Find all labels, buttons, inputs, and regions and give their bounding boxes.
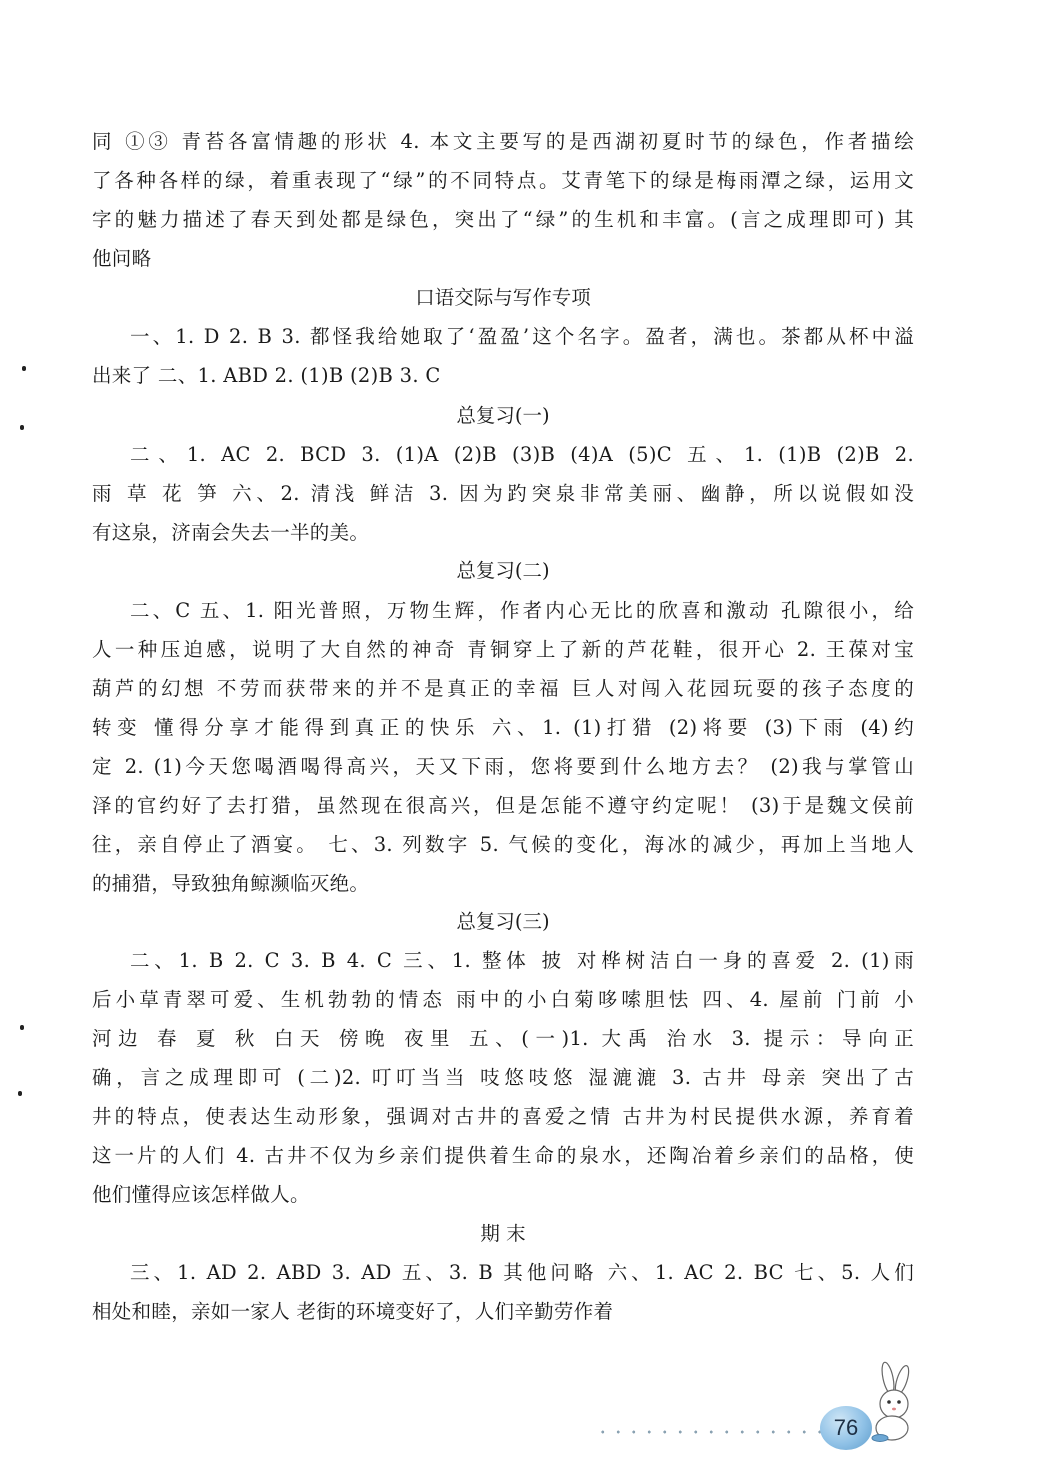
section-heading: 口语交际与写作专项 bbox=[415, 286, 591, 309]
text-line: 雨 草 花 笋 六、2. 清浅 鲜洁 3. 因为趵突泉非常美丽、幽静，所以说假如没 bbox=[92, 482, 914, 505]
scan-mark bbox=[22, 366, 26, 371]
text-line: 确，言之成理即可 (二)2. 叮叮当当 吱悠吱悠 湿漉漉 3. 古井 母亲 突出了古 bbox=[92, 1066, 914, 1089]
text-line: 二、1. B 2. C 3. B 4. C 三、1. 整体 披 对桦树洁白一身的喜爱 2. (1)雨 bbox=[130, 949, 914, 972]
text-line: 井的特点，使表达生动形象，强调对古井的喜爱之情 古井为村民提供水源，养育着 bbox=[92, 1105, 914, 1128]
scan-mark bbox=[20, 1025, 24, 1030]
text-line: 往，亲自停止了酒宴。 七、3. 列数字 5. 气候的变化，海冰的减少，再加上当地人 bbox=[92, 833, 914, 856]
text-line: 后小草青翠可爱、生机勃勃的情态 雨中的小白菊哆嗦胆怯 四、4. 屋前 门前 小 bbox=[92, 988, 914, 1011]
text-line: 有这泉，济南会失去一半的美。 bbox=[92, 521, 370, 544]
text-line: 泽的官约好了去打猎，虽然现在很高兴，但是怎能不遵守约定呢！ (3)于是魏文侯前 bbox=[92, 794, 914, 817]
scan-mark bbox=[20, 425, 24, 430]
text-line: 同 ①③ 青苔各富情趣的形状 4. 本文主要写的是西湖初夏时节的绿色，作者描绘 bbox=[92, 130, 914, 153]
section-heading: 总复习(一) bbox=[456, 404, 550, 427]
text-line: 这一片的人们 4. 古井不仅为乡亲们提供着生命的泉水，还陶冶着乡亲们的品格，使 bbox=[92, 1144, 914, 1167]
text-line: 他们懂得应该怎样做人。 bbox=[92, 1183, 310, 1206]
page-number-badge bbox=[820, 1406, 872, 1450]
text-line: 字的魅力描述了春天到处都是绿色，突出了“绿”的生机和丰富。(言之成理即可) 其 bbox=[92, 208, 914, 231]
section-heading: 总复习(二) bbox=[456, 559, 550, 582]
text-line: 定 2. (1)今天您喝酒喝得高兴，天又下雨，您将要到什么地方去？ (2)我与掌管山 bbox=[92, 755, 914, 778]
text-line: 三、1. AD 2. ABD 3. AD 五、3. B 其他问略 六、1. AC 2. BC 七、5. 人们 bbox=[130, 1261, 914, 1284]
footer-dotted-line bbox=[595, 1430, 823, 1434]
text-line: 二、1. AC 2. BCD 3. (1)A (2)B (3)B (4)A (5)C 五、1. (1)B (2)B 2. bbox=[130, 443, 914, 466]
text-line: 了各种各样的绿，着重表现了“绿”的不同特点。艾青笔下的绿是梅雨潭之绿，运用文 bbox=[92, 169, 914, 192]
text-line: 出来了 二、1. ABD 2. (1)B (2)B 3. C bbox=[92, 364, 441, 387]
text-line: 他问略 bbox=[92, 247, 152, 270]
text-line: 一、1. D 2. B 3. 都怪我给她取了‘盈盈’这个名字。盈者，满也。茶都从杯中溢 bbox=[130, 325, 914, 348]
section-heading: 总复习(三) bbox=[456, 910, 550, 933]
text-line: 相处和睦，亲如一家人 老街的环境变好了，人们辛勤劳作着 bbox=[92, 1300, 614, 1323]
text-line: 河边 春 夏 秋 白天 傍晚 夜里 五、(一)1. 大禹 治水 3. 提示：导向正 bbox=[92, 1027, 914, 1050]
text-line: 转变 懂得分享才能得到真正的快乐 六、1. (1)打猎 (2)将要 (3)下雨 (4)约 bbox=[92, 716, 914, 739]
page-number: 76 bbox=[833, 1415, 859, 1440]
text-line: 人一种压迫感，说明了大自然的神奇 青铜穿上了新的芦花鞋，很开心 2. 王葆对宝 bbox=[92, 638, 914, 661]
text-line: 二、C 五、1. 阳光普照，万物生辉，作者内心无比的欣喜和激动 孔隙很小，给 bbox=[130, 599, 914, 622]
scan-mark bbox=[18, 1091, 22, 1096]
text-line: 的捕猎，导致独角鲸濒临灭绝。 bbox=[92, 872, 370, 895]
section-heading: 期 末 bbox=[480, 1222, 526, 1245]
text-line: 葫芦的幻想 不劳而获带来的并不是真正的幸福 巨人对闯入花园玩耍的孩子态度的 bbox=[92, 677, 914, 700]
